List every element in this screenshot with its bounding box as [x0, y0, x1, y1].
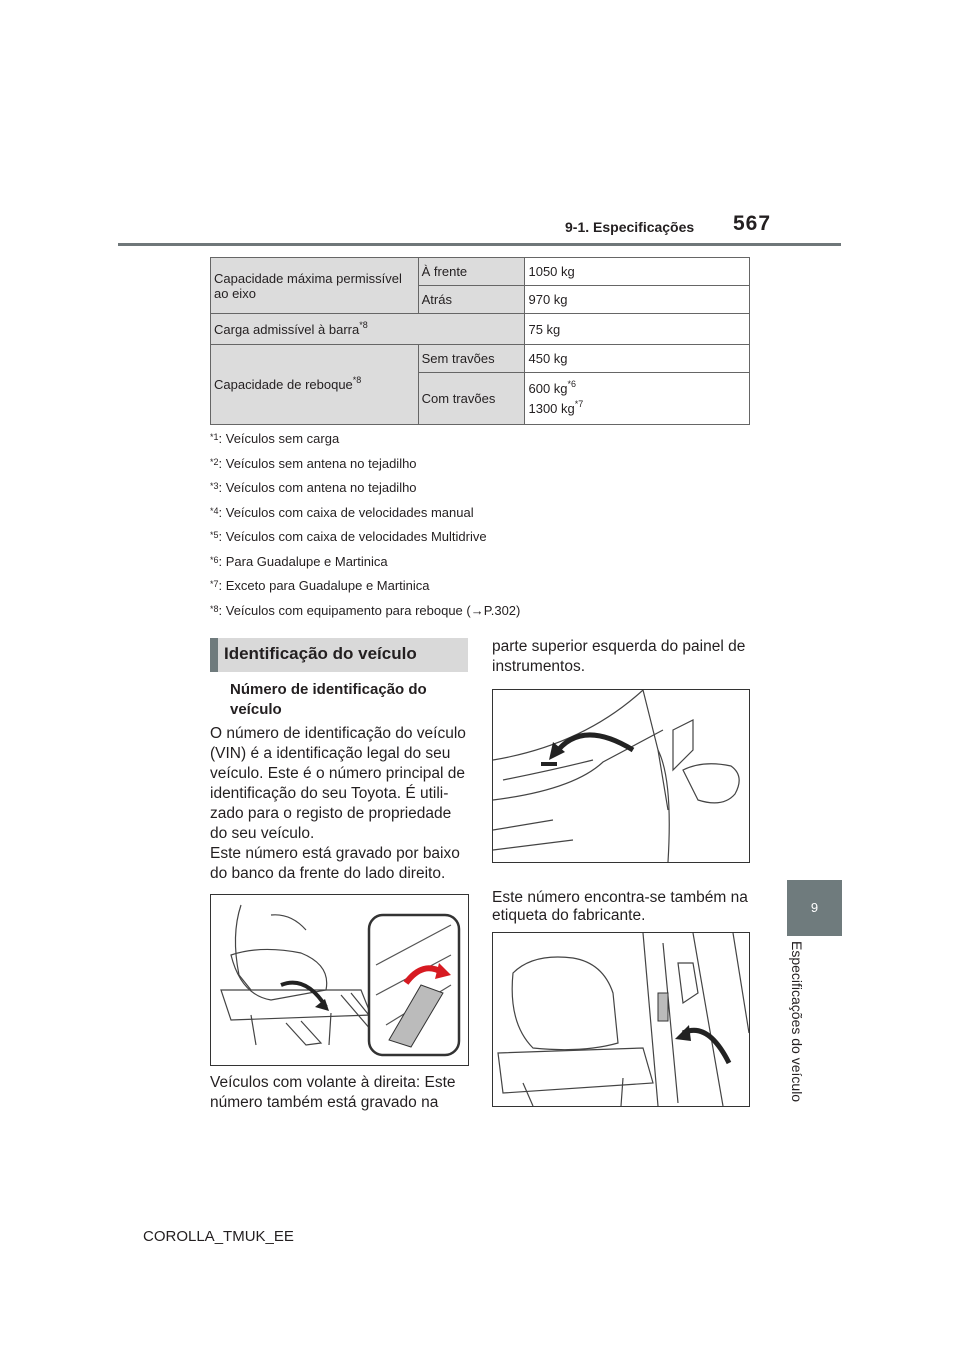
footnote: $^{*7}$: Exceto para Guadalupe e Martinica — [210, 578, 430, 593]
rhd-paragraph-continued: parte superior esquerda do painel de instrumentos. — [492, 638, 746, 675]
section-heading-text: Identificação do veículo — [224, 644, 417, 663]
no-brakes-label: Sem travões — [418, 345, 525, 373]
bar-load-value: 75 kg — [525, 314, 750, 345]
bar-load-label: Carga admissível à barra$^{*8}$ — [211, 314, 525, 345]
table-row — [211, 258, 750, 286]
document-code: COROLLA_TMUK_EE — [143, 1228, 294, 1245]
footnote: $^{*8}$: Veículos com equipamento para reboque (→P.302) — [210, 602, 521, 618]
manufacturer-label-paragraph: Este número encontra-se também na etiqueta do fabricante. — [492, 889, 748, 924]
vin-subheading: Número de identificação do veículo — [230, 681, 427, 718]
with-brakes-label: Com travões — [418, 373, 525, 425]
table-row — [211, 314, 750, 345]
spec-table — [210, 257, 750, 425]
footnote: $^{*5}$: Veículos com caixa de velocidades Multidrive — [210, 529, 487, 544]
header-divider — [118, 243, 841, 246]
rhd-paragraph: Veículos com volante à direita: Este número também está gravado na — [210, 1074, 456, 1111]
footnotes — [210, 427, 520, 623]
dashboard-drawing — [493, 690, 749, 862]
heading-accent-bar — [210, 638, 218, 672]
no-brakes-value: 450 kg — [525, 345, 750, 373]
front-axle-label: À frente — [418, 258, 525, 286]
table-row — [211, 345, 750, 373]
rear-axle-label: Atrás — [418, 286, 525, 314]
footnote: $^{*3}$: Veículos com antena no tejadilho — [210, 480, 417, 495]
front-axle-value: 1050 kg — [525, 258, 750, 286]
axle-capacity-label: Capacidade máxima permissível ao eixo — [211, 258, 419, 314]
towing-capacity-label: Capacidade de reboque$^{*8}$ — [211, 345, 419, 425]
footnote: $^{*2}$: Veículos sem antena no tejadilho — [210, 455, 417, 471]
page-number: 567 — [733, 212, 772, 235]
chapter-label-text: Especificações do veículo — [789, 941, 805, 1103]
chapter-label — [786, 941, 806, 1126]
seat-drawing — [211, 895, 468, 1065]
section-heading — [210, 638, 468, 672]
towing-ref: *8 — [352, 375, 362, 385]
door-drawing — [493, 933, 749, 1106]
chapter-tab[interactable]: 9 — [787, 880, 842, 936]
bar-load-ref: *8 — [359, 319, 368, 330]
vin-location-paragraph: Este número está gravado por baixo do banco da frente do lado direito. — [210, 845, 460, 882]
with-brakes-values: 600 $kg^{*6}$ 1300 $kg^{*7}$ — [525, 373, 750, 425]
vin-paragraph: O número de identificação do veículo (VIN) é a identificação legal do seu veículo. Este é o número principal de identificação do seu Toyota. É utili-zado para o registo de propriedade do seu veículo. — [210, 725, 466, 842]
footnote: $^{*1}$: Veículos sem carga — [210, 431, 340, 446]
section-reference: 9-1. Especificações — [565, 219, 695, 235]
seat-illustration — [210, 894, 469, 1066]
footnote: $^{*6}$: Para Guadalupe e Martinica — [210, 553, 388, 569]
dashboard-illustration — [492, 689, 750, 863]
door-pillar-illustration — [492, 932, 750, 1107]
footnote: $^{*4}$: Veículos com caixa de velocidades manual — [210, 504, 474, 520]
rear-axle-value: 970 kg — [525, 286, 750, 314]
